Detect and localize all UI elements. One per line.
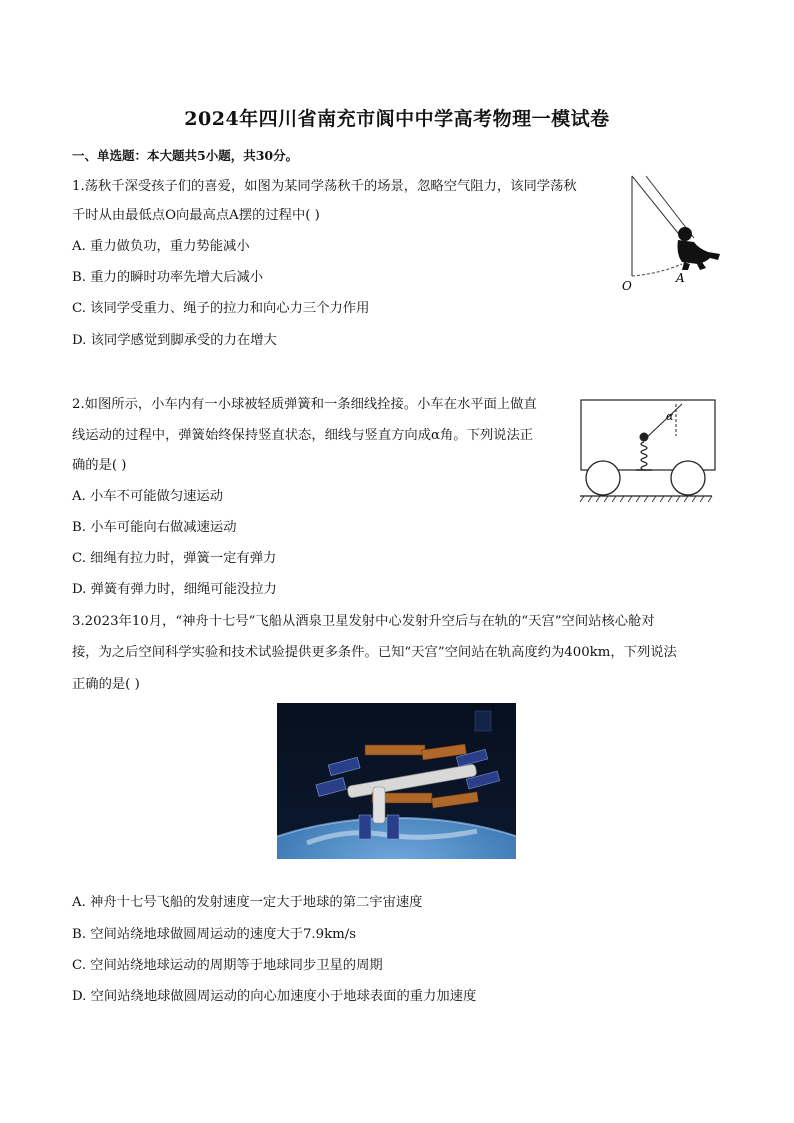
q1-option-a: A. 重力做负功，重力势能减小 — [72, 239, 250, 254]
q3-option-d: D. 空间站绕地球做圆周运动的向心加速度小于地球表面的重力加速度 — [72, 989, 477, 1004]
wheel-left — [586, 461, 620, 495]
q3-stem-line3: 正确的是( ) — [72, 677, 140, 692]
label-a: A — [676, 271, 685, 285]
space-station-photo — [277, 703, 516, 859]
q1-stem-line1: 1.荡秋千深受孩子们的喜爱，如图为某同学荡秋千的场景，忽略空气阻力，该同学荡秋 — [72, 179, 577, 194]
q2-stem-line2: 线运动的过程中，弹簧始终保持竖直状态，细线与竖直方向成α角。下列说法正 — [72, 428, 534, 443]
cart-figure — [578, 396, 718, 508]
q2-option-b: B. 小车可能向右做减速运动 — [72, 520, 237, 535]
q2-option-d: D. 弹簧有弹力时，细绳可能没拉力 — [72, 582, 277, 597]
ball — [640, 433, 649, 442]
q1-option-d: D. 该同学感觉到脚承受的力在增大 — [72, 333, 277, 348]
q3-option-a: A. 神舟十七号飞船的发射速度一定大于地球的第二宇宙速度 — [72, 895, 423, 910]
q3-stem-line1: 3.2023年10月，“神舟十七号”飞船从酒泉卫星发射中心发射升空后与在轨的“天宫”空间站核心舱对 — [72, 614, 655, 629]
section-heading: 一、单选题：本大题共5小题，共30分。 — [72, 148, 299, 163]
q2-stem-line1: 2.如图所示，小车内有一小球被轻质弹簧和一条细线拴接。小车在水平面上做直 — [72, 397, 537, 412]
q1-option-c: C. 该同学受重力、绳子的拉力和向心力三个力作用 — [72, 301, 370, 316]
label-alpha: α — [666, 410, 674, 423]
page-title: 2024年四川省南充市阆中中学高考物理一模试卷 — [184, 108, 610, 130]
child-head — [678, 227, 692, 241]
q3-option-c: C. 空间站绕地球运动的周期等于地球同步卫星的周期 — [72, 958, 383, 973]
q1-option-b: B. 重力的瞬时功率先增大后减小 — [72, 270, 264, 285]
wheel-right — [671, 461, 705, 495]
q3-stem-line2: 接，为之后空间科学实验和技术试验提供更多条件。已知“天宫”空间站在轨高度约为400km，下列说法 — [72, 645, 677, 660]
q3-option-b: B. 空间站绕地球做圆周运动的速度大于7.9km/s — [72, 927, 357, 942]
swing-figure — [610, 170, 730, 295]
q1-stem-line2: 千时从由最低点O向最高点A摆的过程中( ) — [72, 208, 320, 223]
q2-option-c: C. 细绳有拉力时，弹簧一定有弹力 — [72, 551, 277, 566]
label-o: O — [622, 279, 632, 293]
q2-option-a: A. 小车不可能做匀速运动 — [72, 489, 224, 504]
q2-stem-line3: 确的是( ) — [72, 458, 127, 473]
